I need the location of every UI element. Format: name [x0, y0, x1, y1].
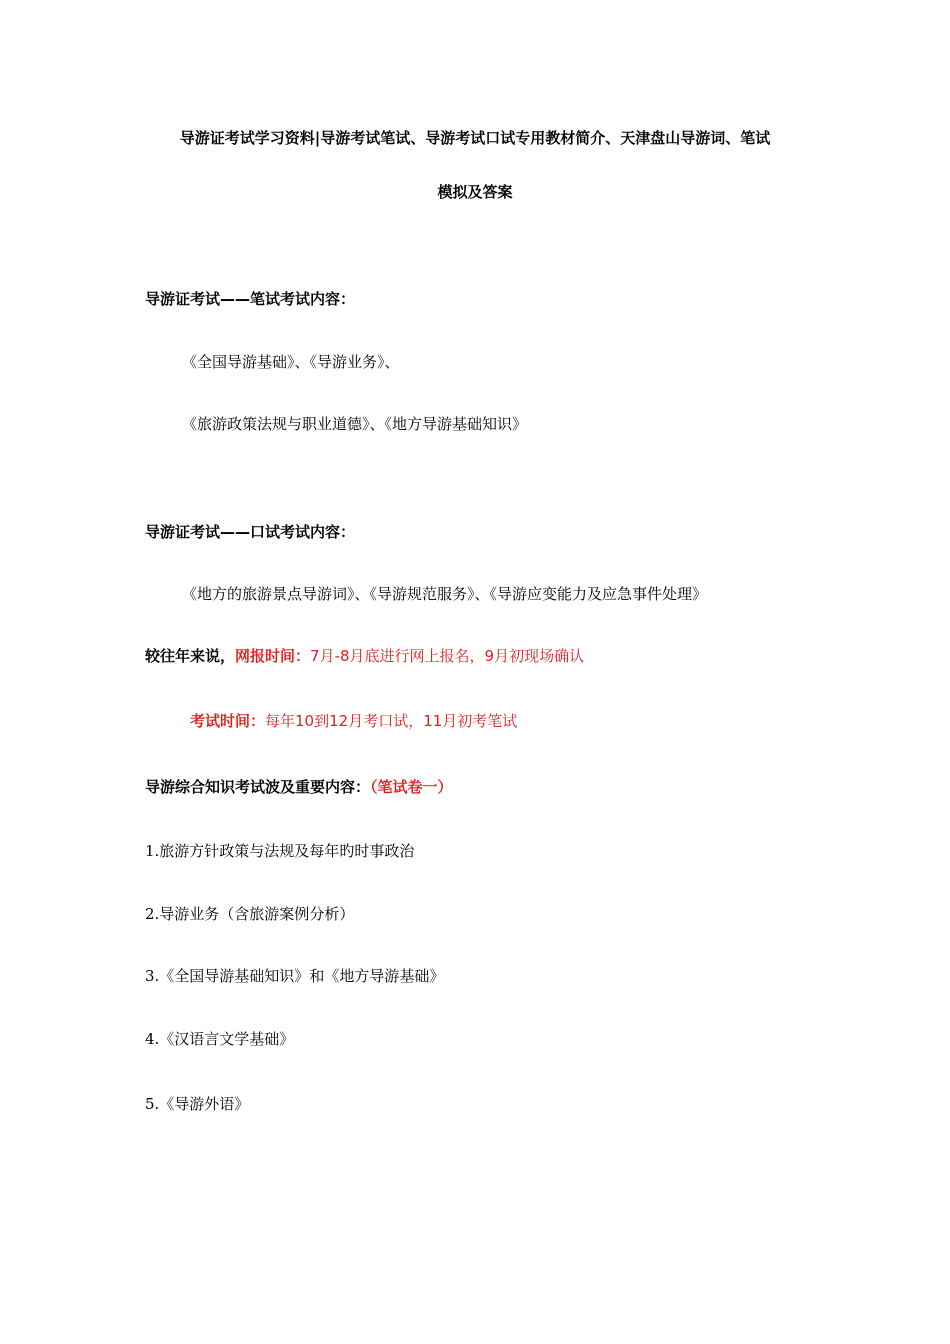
exam-time-text: 每年10到12月考口试，11月初考笔试	[265, 712, 518, 730]
signup-time-label: 网报时间：	[235, 647, 311, 665]
signup-time-text: 7月-8月底进行网上报名，9月初现场确认	[310, 647, 585, 665]
oral-exam-subjects: 《地方的旅游景点导游词》、《导游规范服务》、《导游应变能力及应急事件处理》	[182, 585, 708, 603]
list-item: 2.导游业务（含旅游案例分析）	[145, 905, 355, 923]
written-exam-heading: 导游证考试——笔试考试内容：	[145, 290, 356, 308]
written-exam-subjects-line-1: 《全国导游基础》、《导游业务》、	[182, 353, 400, 371]
list-item: 4.《汉语言文学基础》	[145, 1030, 295, 1048]
document-title-line-2: 模拟及答案	[437, 183, 513, 201]
schedule-intro: 较往年来说，	[145, 647, 236, 665]
document-title-line-1: 导游证考试学习资料|导游考试笔试、导游考试口试专用教材简介、天津盘山导游词、笔试	[179, 129, 771, 147]
written-exam-subjects-line-2: 《旅游政策法规与职业道德》、《地方导游基础知识》	[182, 415, 528, 433]
oral-exam-heading: 导游证考试——口试考试内容：	[145, 523, 356, 541]
knowledge-tag: （笔试卷一）	[370, 778, 453, 796]
list-item: 3.《全国导游基础知识》和《地方导游基础》	[145, 967, 445, 985]
exam-time-label: 考试时间：	[190, 712, 266, 730]
knowledge-heading: 导游综合知识考试波及重要内容：	[145, 778, 371, 796]
list-item: 5.《导游外语》	[145, 1095, 250, 1113]
exam-schedule-line	[190, 711, 517, 731]
signup-schedule-line	[145, 646, 584, 666]
knowledge-heading-line	[145, 777, 453, 797]
list-item: 1.旅游方针政策与法规及每年旳时事政治	[145, 842, 415, 860]
